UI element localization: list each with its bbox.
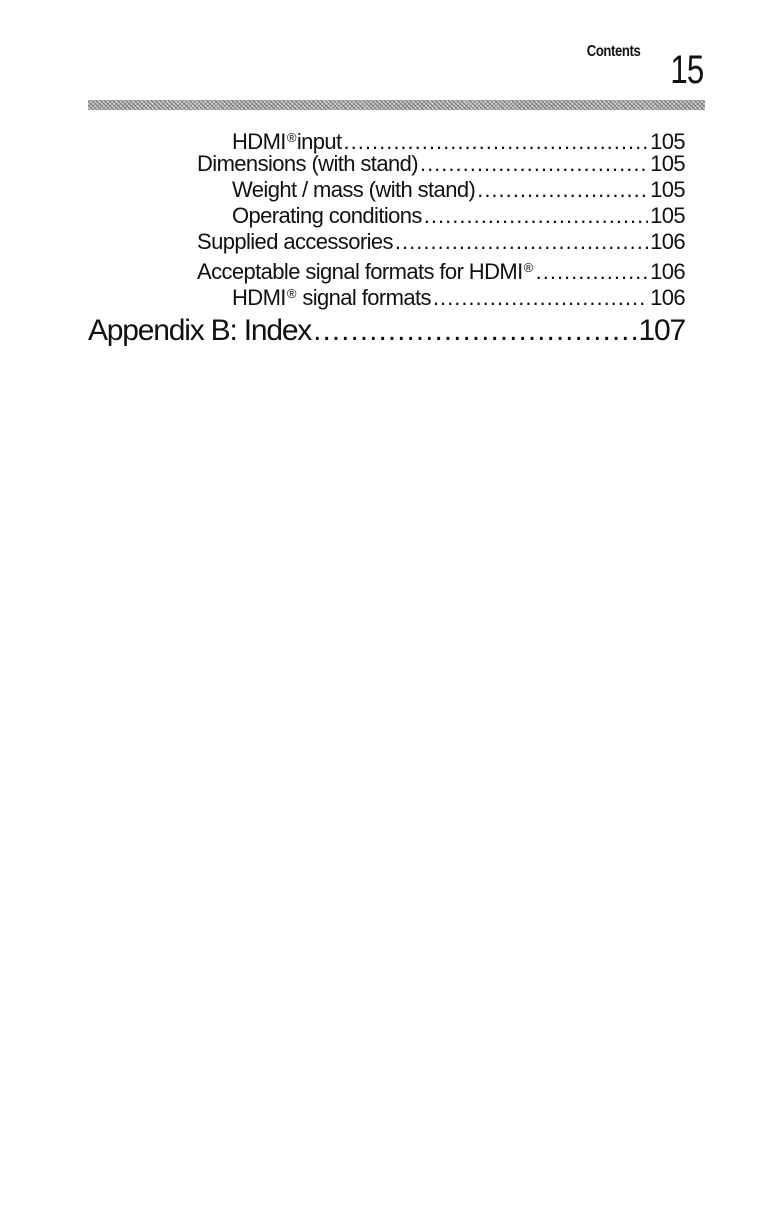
toc-entry-supplied-accessories[interactable]: [197, 230, 685, 254]
running-header: [575, 40, 703, 90]
toc-entry-page: 106: [650, 229, 685, 254]
toc-entry-page: 106: [650, 285, 685, 310]
toc-entry-weight[interactable]: [232, 178, 685, 202]
toc-entry-title: Appendix B: Index: [88, 314, 312, 347]
toc-entry-title: Weight / mass (with stand): [232, 177, 476, 202]
page-number: 15: [669, 48, 703, 92]
toc-entry-hdmi-signal-formats[interactable]: [232, 282, 685, 310]
toc-entry-appendix-b-index[interactable]: [88, 315, 685, 347]
toc-entry-title: HDMI® signal formats: [232, 285, 431, 310]
toc-entry-page: 105: [650, 203, 685, 228]
toc-entry-title: HDMI®input: [232, 129, 342, 154]
dot-leader: [536, 260, 648, 284]
toc-entry-page: 105: [650, 177, 685, 202]
section-label: Contents: [586, 43, 641, 60]
toc-entry-page: 105: [650, 129, 685, 154]
toc-entry-dimensions[interactable]: [197, 152, 685, 176]
dot-leader: [477, 178, 648, 202]
toc-entry-acceptable-signal-formats[interactable]: [197, 256, 685, 284]
toc-entry-title: Acceptable signal formats for HDMI®: [197, 259, 533, 284]
toc-entry-page: 107: [638, 314, 685, 347]
dot-leader: [424, 204, 648, 228]
dot-leader: [433, 286, 648, 310]
dot-leader: [395, 230, 648, 254]
header-rule: [88, 100, 705, 110]
toc-entry-operating-conditions[interactable]: [232, 204, 685, 228]
toc-entry-page: 106: [650, 259, 685, 284]
toc-entry-title: Operating conditions: [232, 203, 422, 228]
toc-entry-title: Supplied accessories: [197, 229, 393, 254]
toc-entry-page: 105: [650, 151, 685, 176]
toc-entry-title: Dimensions (with stand): [197, 151, 418, 176]
toc-entry-hdmi-input[interactable]: [232, 126, 685, 154]
dot-leader: [420, 152, 648, 176]
dot-leader: [313, 315, 636, 347]
